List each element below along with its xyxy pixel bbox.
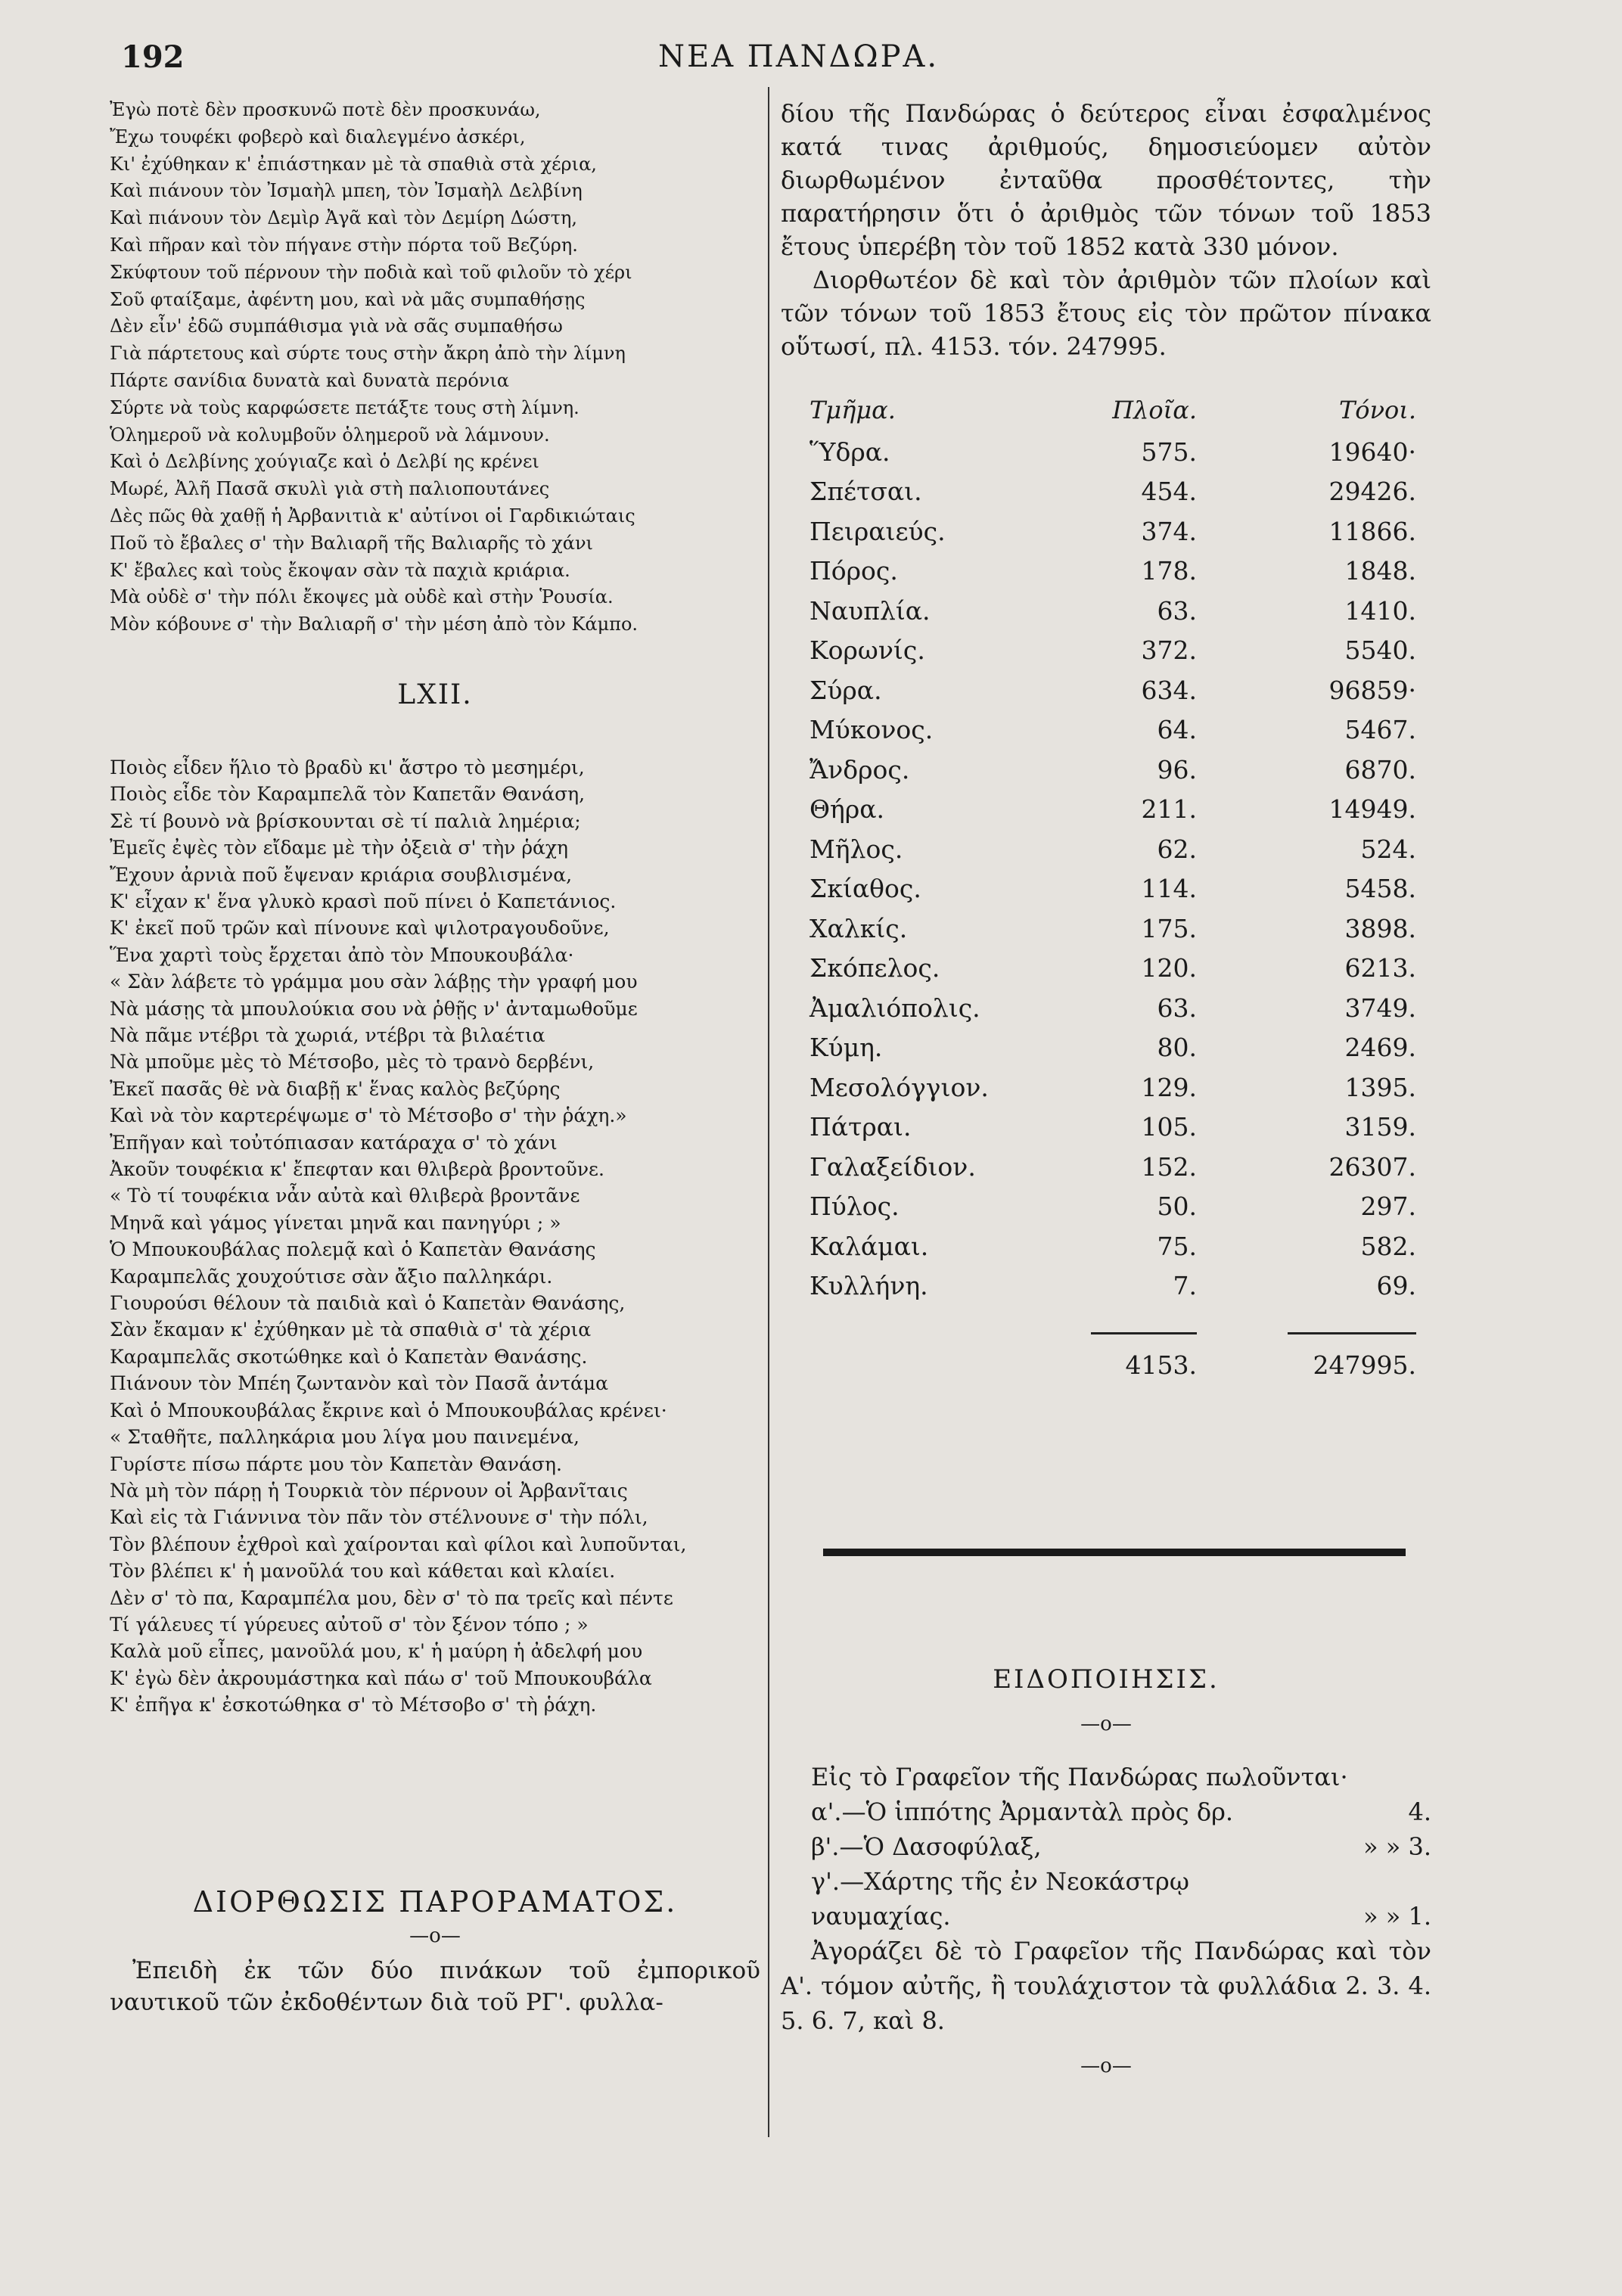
verse-line: Δὲς πῶς θὰ χαθῇ ἡ Ἀρβανιτιὰ κ' αὐτίνοι οἱ Γαρδικιώταις (110, 505, 635, 527)
district-name: Κυλλήνη. (809, 1271, 928, 1301)
district-name: Πύλος. (809, 1191, 900, 1222)
verse-line: Ἐγὼ ποτὲ δὲν προσκυνῶ ποτὲ δὲν προσκυνάω, (110, 99, 541, 120)
verse-line: Καὶ πῆραν καὶ τὸν πήγανε στὴν πόρτα τοῦ Βεζύρη. (110, 234, 578, 256)
ship-count: 175. (1141, 913, 1197, 943)
tonnage: 19640· (1328, 437, 1416, 467)
tonnage: 1395. (1344, 1072, 1416, 1102)
correction-paragraph-1: δίου τῆς Πανδώρας ὁ δεύτερος εἶναι ἐσφαλμένος κατά τινας ἀριθμούς, δημοσιεύομεν αὐτὸν διωρθωμένον ἐνταῦθα προσθέτοντες, τὴν παρατήρησιν ὅτι ὁ ἀριθμὸς τῶν τόνων τοῦ 1853 ἔτους ὑπερέβη τὸν τοῦ 1852 κατὰ 330 μόνον. (781, 99, 1431, 261)
section-number: LXII. (397, 679, 473, 710)
verse-line: Ἕνα χαρτὶ τοὺς ἔρχεται ἀπὸ τὸν Μπουκουβάλα· (110, 943, 574, 966)
district-name: Μεσολόγγιον. (809, 1072, 989, 1102)
table-row (781, 591, 1416, 631)
verse-line: Δὲν σ' τὸ πα, Καραμπέλα μου, δὲν σ' τὸ πα τρεῖς καὶ πέντε (110, 1586, 673, 1609)
ship-count: 129. (1141, 1072, 1197, 1102)
tonnage: 96859· (1328, 675, 1416, 705)
verse-line: Ἔχω τουφέκι φοβερὸ καὶ διαλεγμένο ἀσκέρι, (110, 126, 526, 148)
notice-item-price: » » 3. (1363, 1832, 1431, 1861)
ship-count: 96. (1157, 754, 1197, 784)
tonnage: 29426. (1328, 477, 1416, 507)
verse-line: Γιουρούσι θέλουν τὰ παιδιὰ καὶ ὁ Καπετὰν Θανάσης, (110, 1292, 626, 1315)
total-rule (1288, 1332, 1416, 1334)
table-row (781, 909, 1416, 949)
verse-line: Κι' ἐχύθηκαν κ' ἐπιάστηκαν μὲ τὰ σπαθιὰ στὰ χέρια, (110, 153, 597, 175)
tonnage: 26307. (1328, 1151, 1416, 1182)
verse-line: Σοῦ φταίξαμε, ἀφέντη μου, καὶ νὰ μᾶς συμπαθήσῃς (110, 288, 586, 310)
ship-count: 372. (1141, 635, 1197, 666)
verse-line: « Τὸ τί τουφέκια νἆν αὐτὰ καὶ θλιβερὰ βροντᾶνε (110, 1185, 580, 1207)
header-tons: Τόνοι. (1338, 396, 1416, 424)
correction-continuation (781, 97, 1431, 363)
ornament-dash: —o— (409, 1924, 461, 1947)
table-row (781, 988, 1416, 1028)
ship-count: 63. (1157, 993, 1197, 1023)
header-district: Τμῆμα. (809, 396, 896, 424)
column-divider (768, 87, 769, 2137)
table-row (781, 631, 1416, 671)
page-header (0, 39, 1622, 85)
notice-item-label: γ'.—Χάρτης τῆς ἐν Νεοκάστρῳ ναυμαχίας. (811, 1867, 1189, 1931)
verse-line: Σκύφτουν τοῦ πέρνουν τὴν ποδιὰ καὶ τοῦ φιλοῦν τὸ χέρι (110, 261, 632, 283)
tonnage: 3749. (1344, 993, 1416, 1023)
verse-line: Τί γάλευες τί γύρευες αὐτοῦ σ' τὸν ξένον τόπο ; » (110, 1613, 589, 1636)
table-row (781, 1187, 1416, 1227)
tonnage: 3898. (1344, 913, 1416, 943)
verse-line: « Σὰν λάβετε τὸ γράμμα μου σὰν λάβῃς τὴν γραφή μου (110, 971, 638, 993)
ship-count: 64. (1157, 715, 1197, 745)
tonnage: 14949. (1328, 794, 1416, 825)
table-row (781, 1266, 1416, 1306)
district-name: Μῆλος. (809, 834, 903, 864)
ship-count: 211. (1141, 794, 1197, 825)
district-name: Ὕδρα. (809, 437, 890, 467)
section-rule (823, 1549, 1406, 1556)
verse-line: Τὸν βλέπουν ἐχθροὶ καὶ χαίρονται καὶ φίλοι καὶ λυποῦνται, (110, 1533, 687, 1555)
right-column (781, 97, 1431, 1385)
verse-line: Μὸν κόβουνε σ' τὴν Βαλιαρῆ σ' τὴν μέση ἀπὸ τὸν Κάμπο. (110, 614, 639, 635)
verse-line: Καὶ πιάνουν τὸν Ἰσμαὴλ μπεη, τὸν Ἰσμαὴλ Δελβίνη (110, 180, 583, 202)
notices-title: ΕΙΔΟΠΟΙΗΣΙΣ. (993, 1664, 1220, 1695)
district-name: Ναυπλία. (809, 595, 931, 626)
verse-line: Ἐπῆγαν καὶ τοὐτόπιασαν κατάραχα σ' τὸ χάνι (110, 1131, 558, 1154)
verse-line: Ὁλημεροῦ νὰ κολυμβοῦν ὁλημεροῦ νὰ λάμνουν. (110, 424, 550, 446)
verse-line: Καλὰ μοῦ εἶπες, μανοῦλά μου, κ' ἡ μαύρη ἡ ἀδελφή μου (110, 1640, 643, 1663)
correction-text: Ἐπειδὴ ἐκ τῶν δύο πινάκων τοῦ ἐμπορικοῦ ναυτικοῦ τῶν ἐκδοθέντων διὰ τοῦ ΡΓ'. φυλλα- (110, 1956, 760, 2016)
table-row (781, 670, 1416, 710)
verse-line: Νὰ μὴ τὸν πάρῃ ἡ Τουρκιὰ τὸν πέρνουν οἱ Ἀρβανῖταις (110, 1479, 628, 1502)
table-row (781, 869, 1416, 909)
notice-item-price: » » 1. (1363, 1902, 1431, 1931)
table-row (781, 829, 1416, 869)
tonnage: 5540. (1344, 635, 1416, 666)
table-row (781, 511, 1416, 551)
table-row (781, 750, 1416, 790)
ship-count: 374. (1141, 516, 1197, 546)
tonnage: 3159. (1344, 1112, 1416, 1142)
district-name: Μύκονος. (809, 715, 934, 745)
notice-item (781, 1864, 1431, 1934)
district-name: Πάτραι. (809, 1112, 912, 1142)
verse-line: Σὲ τί βουνὸ νὰ βρίσκουνται σὲ τί παλιὰ λημέρια; (110, 809, 581, 832)
ornament-dash: —o— (1080, 2055, 1132, 2077)
verse-line: Καὶ εἰς τὰ Γιάννινα τὸν πᾶν τὸν στέλνουνε σ' τὴν πόλι, (110, 1506, 648, 1529)
district-name: Θήρα. (809, 794, 884, 825)
tonnage: 1848. (1344, 556, 1416, 586)
verse-line: Καραμπελᾶς σκοτώθηκε καὶ ὁ Καπετὰν Θανάσης. (110, 1345, 588, 1368)
district-name: Γαλαξείδιον. (809, 1151, 976, 1182)
district-name: Ἀμαλιόπολις. (809, 993, 980, 1023)
tonnage: 5467. (1344, 715, 1416, 745)
ornament-dash: —o— (1080, 1713, 1132, 1735)
verse-line: Ἐκεῖ πασᾶς θὲ νὰ διαβῇ κ' ἕνας καλὸς βεζύρης (110, 1077, 561, 1100)
table-row (781, 472, 1416, 512)
ship-count: 575. (1141, 437, 1197, 467)
totals-row (781, 1346, 1416, 1386)
table-row (781, 1147, 1416, 1187)
notices-outro: Ἀγοράζει δὲ τὸ Γραφεῖον τῆς Πανδώρας καὶ τὸν Α'. τόμον αὐτῆς, ἢ τουλάχιστον τὰ φυλλάδια 2. 3. 4. 5. 6. 7, καὶ 8. (781, 1937, 1431, 2035)
ship-count: 50. (1157, 1191, 1197, 1222)
table-row (781, 1067, 1416, 1108)
table-row (781, 1028, 1416, 1068)
notice-item-price: 4. (1408, 1797, 1431, 1826)
verse-line: Ἀκοῦν τουφέκια κ' ἔπεφταν και θλιβερὰ βροντοῦνε. (110, 1158, 604, 1181)
ship-count: 7. (1173, 1271, 1197, 1301)
district-name: Κύμη. (809, 1033, 883, 1063)
tonnage: 524. (1360, 834, 1416, 864)
district-name: Κορωνίς. (809, 635, 925, 666)
table-row (781, 790, 1416, 830)
district-name: Σκίαθος. (809, 874, 921, 904)
verse-line: Τὸν βλέπει κ' ἡ μανοῦλά του καὶ κάθεται καὶ κλαίει. (110, 1560, 616, 1583)
ship-count: 634. (1141, 675, 1197, 705)
table-body (781, 432, 1416, 1306)
verse-line: « Σταθῆτε, παλληκάρια μου λίγα μου παινεμένα, (110, 1426, 580, 1449)
ship-count: 63. (1157, 595, 1197, 626)
ship-count: 114. (1141, 874, 1197, 904)
left-column (110, 97, 760, 2018)
district-name: Σύρα. (809, 675, 882, 705)
verse-line: Καὶ ὁ Δελβίνης χούγιαζε καὶ ὁ Δελβί ης κρένει (110, 451, 539, 473)
correction-title: ΔΙΟΡΘΩΣΙΣ ΠΑΡΟΡΑΜΑΤΟΣ. (192, 1884, 678, 1919)
verse-line: Καὶ πιάνουν τὸν Δεμὶρ Ἀγᾶ καὶ τὸν Δεμίρη Δώστη, (110, 207, 578, 229)
table-row (781, 1226, 1416, 1266)
total-rule (1091, 1332, 1197, 1334)
verse-line: Ἔχουν ἀρνιὰ ποῦ ἔψεναν κριάρια σουβλισμένα, (110, 863, 573, 886)
total-rule-row (781, 1306, 1416, 1346)
verse-line: Γιὰ πάρτετους καὶ σύρτε τους στὴν ἄκρη ἀπὸ τὴν λίμνη (110, 343, 626, 365)
verse-line: Σύρτε νὰ τοὺς καρφώσετε πετάξτε τους στὴ λίμνη. (110, 396, 580, 418)
verse-line: Καὶ ὁ Μπουκουβάλας ἔκρινε καὶ ὁ Μπουκουβάλας κρένει· (110, 1399, 667, 1421)
tonnage: 1410. (1344, 595, 1416, 626)
tonnage: 11866. (1328, 516, 1416, 546)
district-name: Σπέτσαι. (809, 477, 922, 507)
notices-section (781, 1664, 1431, 2108)
verse-line: Μὰ οὐδὲ σ' τὴν πόλι ἔκοψες μὰ οὐδὲ καὶ στὴν Ῥουσία. (110, 586, 614, 608)
district-name: Πειραιεύς. (809, 516, 946, 546)
verse-line: Κ' ἔβαλες καὶ τοὺς ἔκοψαν σὰν τὰ παχιὰ κριάρια. (110, 559, 570, 581)
verse-line: Νὰ μποῦμε μὲς τὸ Μέτσοβο, μὲς τὸ τρανὸ δερβένι, (110, 1051, 595, 1073)
tonnage: 297. (1360, 1191, 1416, 1222)
table-row (781, 949, 1416, 989)
tonnage: 2469. (1344, 1033, 1416, 1063)
verse-line: Κ' ἐπῆγα κ' ἐσκοτώθηκα σ' τὸ Μέτσοβο σ' τὴ ῥάχη. (110, 1694, 597, 1717)
district-name: Χαλκίς. (809, 913, 908, 943)
verse-line: Νὰ μάσῃς τὰ μπουλούκια σου νὰ ῥθῇς ν' ἀνταμωθοῦμε (110, 997, 638, 1020)
tonnage: 6213. (1344, 953, 1416, 983)
verse-line: Ἐμεῖς ἐψὲς τὸν εἴδαμε μὲ τὴν ὀξειὰ σ' τὴν ῥάχη (110, 837, 569, 859)
verse-line: Ποιὸς εἶδεν ἥλιο τὸ βραδὺ κι' ἄστρο τὸ μεσημέρι, (110, 756, 585, 778)
ship-count: 120. (1141, 953, 1197, 983)
notice-item-label: α'.—Ὁ ἱππότης Ἀρμαντὰλ πρὸς δρ. (811, 1797, 1234, 1826)
table-header-row (781, 395, 1416, 432)
ship-count: 178. (1141, 556, 1197, 586)
verse-line: Δὲν εἶν' ἐδῶ συμπάθισμα γιὰ νὰ σᾶς συμπαθήσω (110, 315, 563, 337)
shipping-table (781, 395, 1416, 1385)
notice-item (781, 1794, 1431, 1829)
notices-intro: Εἰς τὸ Γραφεῖον τῆς Πανδώρας πωλοῦνται· (811, 1763, 1348, 1791)
district-name: Σκόπελος. (809, 953, 940, 983)
district-name: Πόρος. (809, 556, 898, 586)
table-row (781, 1108, 1416, 1148)
tonnage: 582. (1360, 1231, 1416, 1261)
verse-line: Μωρέ, Ἀλῆ Πασᾶ σκυλὶ γιὰ στὴ παλιοπουτάνες (110, 478, 550, 500)
total-ships: 4153. (1125, 1350, 1197, 1381)
verse-line: Καὶ νὰ τὸν καρτερέψωμε σ' τὸ Μέτσοβο σ' τὴν ῥάχη.» (110, 1105, 627, 1127)
ship-count: 62. (1157, 834, 1197, 864)
verse-line: Πάρτε σανίδια δυνατὰ καὶ δυνατὰ περόνια (110, 369, 509, 391)
verse-line: Ὁ Μπουκουβάλας πολεμᾷ καὶ ὁ Καπετὰν Θανάσης (110, 1238, 596, 1261)
correction-paragraph-2: Διορθωτέον δὲ καὶ τὸν ἀριθμὸν τῶν πλοίων καὶ τῶν τόνων τοῦ 1853 ἔτους εἰς τὸν πρῶτον πίνακα οὕτωσί, πλ. 4153. τόν. 247995. (781, 266, 1431, 361)
notice-item-label: β'.—Ὁ Δασοφύλαξ, (811, 1832, 1042, 1861)
tonnage: 69. (1376, 1271, 1416, 1301)
tonnage: 6870. (1344, 754, 1416, 784)
verse-line: Κ' εἶχαν κ' ἕνα γλυκὸ κρασὶ ποῦ πίνει ὁ Καπετάνιος. (110, 890, 617, 912)
total-tons: 247995. (1313, 1350, 1416, 1381)
verse-line: Κ' ἐκεῖ ποῦ τρῶν καὶ πίνουνε καὶ ψιλοτραγουδοῦνε, (110, 917, 610, 940)
running-title: ΝΕΑ ΠΑΝΔΩΡΑ. (658, 39, 940, 74)
notice-item (781, 1829, 1431, 1864)
table-row (781, 432, 1416, 472)
header-ships: Πλοῖα. (1112, 396, 1197, 424)
verse-line: Γυρίστε πίσω πάρτε μου τὸν Καπετὰν Θανάση. (110, 1452, 562, 1475)
page-number: 192 (121, 39, 185, 75)
tonnage: 5458. (1344, 874, 1416, 904)
district-name: Ἄνδρος. (809, 754, 910, 784)
poem-lxi-ending (110, 97, 760, 638)
ship-count: 152. (1141, 1151, 1197, 1182)
ship-count: 454. (1141, 477, 1197, 507)
district-name: Καλάμαι. (809, 1231, 929, 1261)
verse-line: Καραμπελᾶς χουχούτισε σὰν ἄξιο παλληκάρι. (110, 1265, 553, 1288)
verse-line: Ποιὸς εἶδε τὸν Καραμπελᾶ τὸν Καπετᾶν Θανάση, (110, 783, 586, 806)
table-row (781, 551, 1416, 592)
table-row (781, 710, 1416, 750)
verse-line: Σὰν ἔκαμαν κ' ἐχύθηκαν μὲ τὰ σπαθιὰ σ' τὰ χέρια (110, 1319, 592, 1341)
verse-line: Πιάνουν τὸν Μπέη ζωντανὸν καὶ τὸν Πασᾶ ἀντάμα (110, 1372, 609, 1395)
verse-line: Κ' ἐγὼ δὲν ἀκρουμάστηκα καὶ πάω σ' τοῦ Μπουκουβάλα (110, 1667, 652, 1689)
poem-lxii (110, 754, 760, 1719)
ship-count: 105. (1141, 1112, 1197, 1142)
verse-line: Νὰ πᾶμε ντέβρι τὰ χωριά, ντέβρι τὰ βιλαέτια (110, 1024, 545, 1046)
verse-line: Ποῦ τὸ ἔβαλες σ' τὴν Βαλιαρῆ τῆς Βαλιαρῆς τὸ χάνι (110, 532, 593, 554)
ship-count: 80. (1157, 1033, 1197, 1063)
ship-count: 75. (1157, 1231, 1197, 1261)
verse-line: Μηνᾶ καὶ γάμος γίνεται μηνᾶ και πανηγύρι ; » (110, 1211, 561, 1234)
